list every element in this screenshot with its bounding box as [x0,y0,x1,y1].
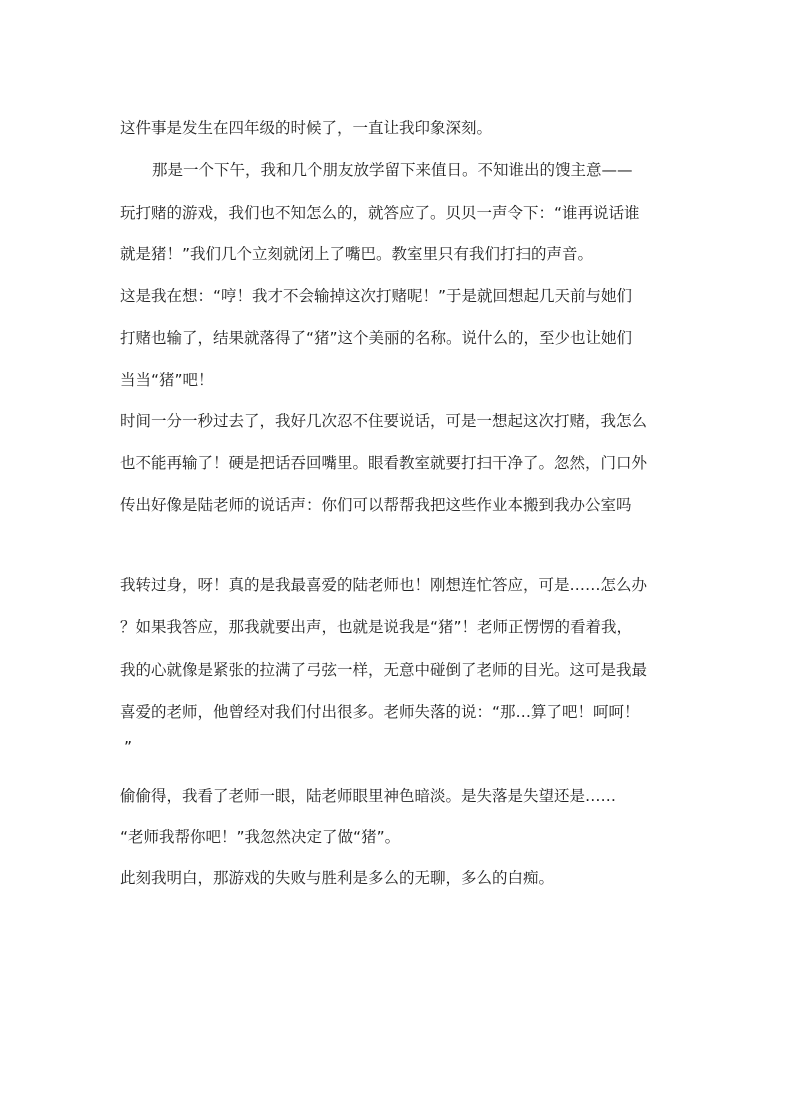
text-line: 玩打赌的游戏，我们也不知怎么的，就答应了。贝贝一声令下：“谁再说话谁 [120,204,640,222]
text-line: 时间一分一秒过去了，我好几次忍不住要说话，可是一想起这次打赌，我怎么 [120,412,648,430]
text-line: 我的心就像是紧张的拉满了弓弦一样，无意中碰倒了老师的目光。这可是我最 [120,661,648,679]
text-line: 喜爱的老师，他曾经对我们付出很多。老师失落的说：“那…算了吧！呵呵！ [120,703,640,721]
text-line: ” [124,738,133,756]
text-line: ？如果我答应，那我就要出声，也就是说我是“猪”！老师正愣愣的看着我， [120,618,633,636]
text-line: 此刻我明白，那游戏的失败与胜利是多么的无聊，多么的白痴。 [120,869,555,887]
text-line: 就是猪！”我们几个立刻就闭上了嘴巴。教室里只有我们打扫的声音。 [120,245,594,263]
text-line: 也不能再输了！硬是把话吞回嘴里。眼看教室就要打扫干净了。忽然，门口外 [120,454,648,472]
text-line: 传出好像是陆老师的说话声：你们可以帮帮我把这些作业本搬到我办公室吗 [120,496,632,514]
text-line: 打赌也输了，结果就落得了“猪”这个美丽的名称。说什么的，至少也让她们 [120,329,633,347]
text-line: 偷偷得，我看了老师一眼，陆老师眼里神色暗淡。是失落是失望还是…… [120,787,617,805]
text-line: “老师我帮你吧！”我忽然决定了做“猪”。 [120,828,401,846]
text-line: 这件事是发生在四年级的时候了，一直让我印象深刻。 [120,119,493,137]
text-line: 我转过身，呀！真的是我最喜爱的陆老师也！刚想连忙答应，可是……怎么办 [120,576,648,594]
text-line: 当当“猪”吧！ [120,371,214,389]
text-line: 这是我在想：“哼！我才不会输掉这次打赌呢！”于是就回想起几天前与她们 [120,287,633,305]
text-line: 那是一个下午，我和几个朋友放学留下来值日。不知谁出的馊主意—— [152,161,633,179]
